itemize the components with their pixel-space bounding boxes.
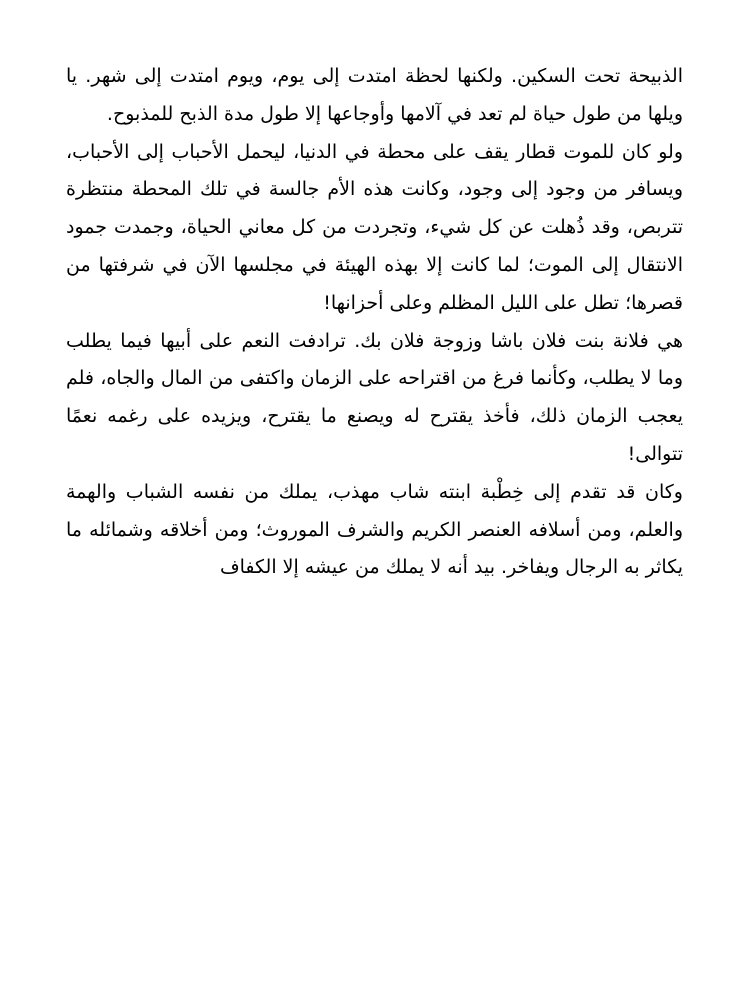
- paragraph: ولو كان للموت قطار يقف على محطة في الدنيا، ليحمل الأحباب إلى الأحباب، ويسافر من وجود إلى وجود، وكانت هذه الأم جالسة في تلك المحطة منتظرة تتربص، وقد ذُهلت عن كل شيء، وتجردت من كل معاني الحياة، وجمدت جمود الانتقال إلى الموت؛ لما كانت إلا بهذه الهيئة في مجلسها الآن في شرفتها من قصرها؛ تطل على الليل المظلم وعلى أحزانها!: [66, 140, 683, 314]
- body-text: [66, 58, 683, 587]
- paragraph: الذبيحة تحت السكين. ولكنها لحظة امتدت إلى يوم، ويوم امتدت إلى شهر. يا ويلها من طول حياة لم تعد في آلامها وأوجاعها إلا طول مدة الذبح للمذبوح.: [66, 65, 683, 125]
- paragraph: وكان قد تقدم إلى خِطْبة ابنته شاب مهذب، يملك من نفسه الشباب والهمة والعلم، ومن أسلافه العنصر الكريم والشرف الموروث؛ ومن أخلاقه وشمائله ما يكاثر به الرجال ويفاخر. بيد أنه لا يملك من عيشه إلا الكفاف: [66, 480, 683, 579]
- paragraph: هي فلانة بنت فلان باشا وزوجة فلان بك. ترادفت النعم على أبيها فيما يطلب وما لا يطلب، وكأنما فرغ من اقتراحه على الزمان واكتفى من المال والجاه، فلم يعجب الزمان ذلك، فأخذ يقترح له ويصنع ما يقترح، ويزيده على رغمه نعمًا تتوالى!: [66, 329, 683, 465]
